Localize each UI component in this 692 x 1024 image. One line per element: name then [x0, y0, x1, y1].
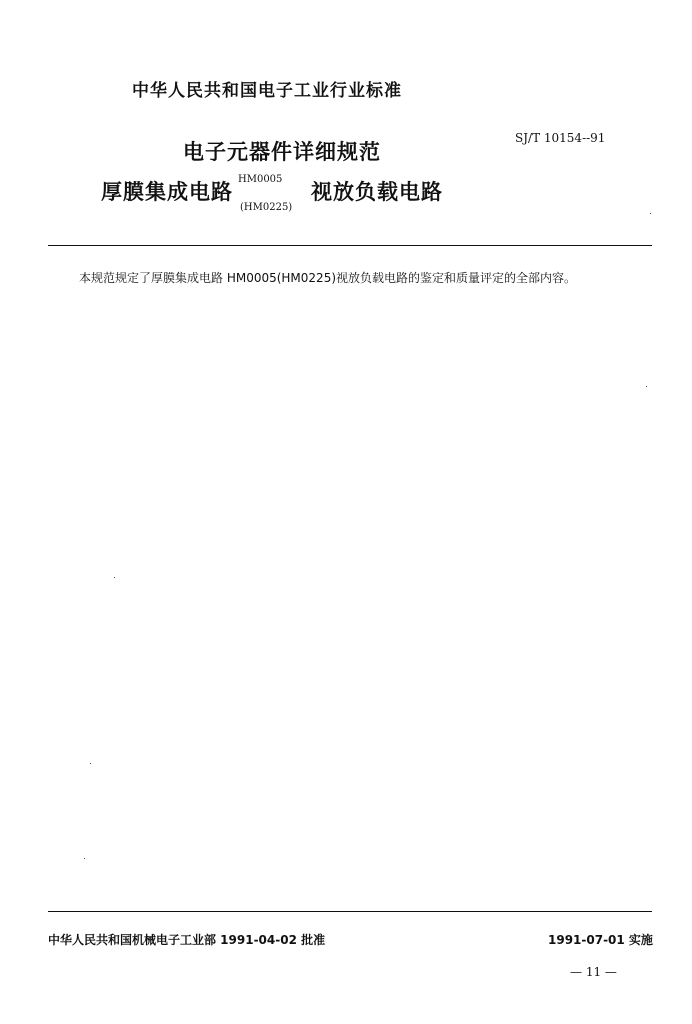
scan-speck [84, 858, 85, 859]
scan-speck [114, 577, 115, 578]
header-divider [48, 245, 652, 246]
scan-speck [650, 213, 651, 214]
subtitle-suffix: 视放负载电路 [311, 180, 443, 204]
model-number-alternate: (HM0225) [240, 202, 293, 213]
issuing-body-header: 中华人民共和国电子工业行业标准 [132, 81, 402, 101]
model-number-primary: HM0005 [238, 174, 283, 185]
effective-date-line: 1991-07-01 实施 [548, 933, 653, 947]
page-number: — 11 — [570, 965, 617, 979]
approval-line: 中华人民共和国机械电子工业部 1991-04-02 批准 [48, 933, 326, 947]
scan-speck [646, 386, 647, 387]
scope-paragraph: 本规范规定了厚膜集成电路 HM0005(HM0225)视放负载电路的鉴定和质量评定的全部内容。 [79, 271, 577, 285]
scan-speck [90, 763, 91, 764]
subtitle-prefix: 厚膜集成电路 [101, 180, 233, 204]
standard-number: SJ/T 10154--91 [515, 131, 606, 145]
document-title: 电子元器件详细规范 [183, 140, 381, 164]
footer-divider [48, 911, 652, 912]
